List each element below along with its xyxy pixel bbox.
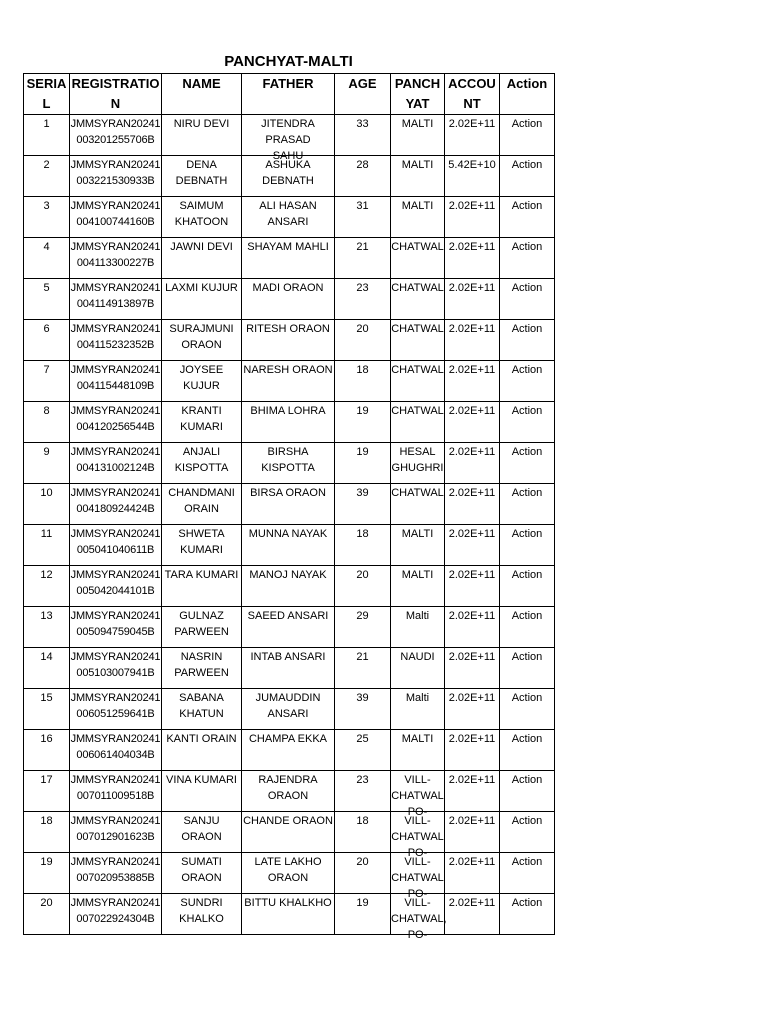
cell-name: TARA KUMARI bbox=[162, 566, 242, 607]
cell-account: 2.02E+11 bbox=[445, 894, 500, 935]
cell-serial: 11 bbox=[24, 525, 70, 566]
table-row bbox=[24, 525, 555, 566]
cell-action[interactable]: Action bbox=[500, 361, 555, 402]
cell-name: DENA DEBNATH bbox=[162, 156, 242, 197]
cell-age: 25 bbox=[335, 730, 391, 771]
header-father: FATHER bbox=[242, 74, 335, 115]
cell-serial: 8 bbox=[24, 402, 70, 443]
cell-action[interactable]: Action bbox=[500, 238, 555, 279]
cell-panchayat: Malti bbox=[391, 607, 445, 648]
cell-father: NARESH ORAON bbox=[242, 361, 335, 402]
cell-age: 21 bbox=[335, 648, 391, 689]
header-name: NAME bbox=[162, 74, 242, 115]
cell-father: INTAB ANSARI bbox=[242, 648, 335, 689]
table-row bbox=[24, 894, 555, 935]
cell-serial: 13 bbox=[24, 607, 70, 648]
table-row bbox=[24, 361, 555, 402]
cell-name: ANJALI KISPOTTA bbox=[162, 443, 242, 484]
cell-serial: 3 bbox=[24, 197, 70, 238]
cell-serial: 16 bbox=[24, 730, 70, 771]
cell-panchayat: CHATWAL bbox=[391, 320, 445, 361]
cell-father: MANOJ NAYAK bbox=[242, 566, 335, 607]
cell-registration: JMMSYRAN20241 007011009518B bbox=[70, 771, 162, 812]
cell-action[interactable]: Action bbox=[500, 812, 555, 853]
cell-name: SHWETA KUMARI bbox=[162, 525, 242, 566]
table-header-row bbox=[24, 74, 555, 115]
cell-panchayat: Malti bbox=[391, 689, 445, 730]
cell-age: 20 bbox=[335, 853, 391, 894]
cell-account: 2.02E+11 bbox=[445, 730, 500, 771]
cell-registration: JMMSYRAN20241 004114913897B bbox=[70, 279, 162, 320]
table-row bbox=[24, 730, 555, 771]
cell-registration: JMMSYRAN20241 006051259641B bbox=[70, 689, 162, 730]
cell-name: SANJU ORAON bbox=[162, 812, 242, 853]
cell-panchayat: HESAL GHUGHRI bbox=[391, 443, 445, 484]
cell-serial: 18 bbox=[24, 812, 70, 853]
cell-account: 2.02E+11 bbox=[445, 648, 500, 689]
cell-panchayat: MALTI bbox=[391, 566, 445, 607]
cell-panchayat: MALTI bbox=[391, 730, 445, 771]
cell-name: VINA KUMARI bbox=[162, 771, 242, 812]
cell-account: 2.02E+11 bbox=[445, 402, 500, 443]
cell-serial: 2 bbox=[24, 156, 70, 197]
cell-registration: JMMSYRAN20241 007022924304B bbox=[70, 894, 162, 935]
cell-registration: JMMSYRAN20241 005094759045B bbox=[70, 607, 162, 648]
cell-serial: 17 bbox=[24, 771, 70, 812]
cell-account: 2.02E+11 bbox=[445, 812, 500, 853]
cell-name: SURAJMUNI ORAON bbox=[162, 320, 242, 361]
cell-father: ALI HASAN ANSARI bbox=[242, 197, 335, 238]
cell-name: LAXMI KUJUR bbox=[162, 279, 242, 320]
cell-father: ASHUKA DEBNATH bbox=[242, 156, 335, 197]
cell-registration: JMMSYRAN20241 005103007941B bbox=[70, 648, 162, 689]
cell-name: SUNDRI KHALKO bbox=[162, 894, 242, 935]
cell-age: 39 bbox=[335, 484, 391, 525]
cell-action[interactable]: Action bbox=[500, 607, 555, 648]
cell-registration: JMMSYRAN20241 004113300227B bbox=[70, 238, 162, 279]
table-row bbox=[24, 238, 555, 279]
cell-account: 2.02E+11 bbox=[445, 689, 500, 730]
cell-age: 19 bbox=[335, 443, 391, 484]
cell-serial: 5 bbox=[24, 279, 70, 320]
cell-action[interactable]: Action bbox=[500, 730, 555, 771]
cell-father: JITENDRA PRASAD SAHU bbox=[242, 115, 335, 156]
cell-panchayat: MALTI bbox=[391, 197, 445, 238]
cell-action[interactable]: Action bbox=[500, 566, 555, 607]
cell-account: 2.02E+11 bbox=[445, 566, 500, 607]
beneficiary-table bbox=[23, 73, 555, 941]
cell-father: BITTU KHALKHO bbox=[242, 894, 335, 935]
cell-serial: 15 bbox=[24, 689, 70, 730]
cell-father: RAJENDRA ORAON bbox=[242, 771, 335, 812]
table-row bbox=[24, 607, 555, 648]
cell-age: 28 bbox=[335, 156, 391, 197]
table-row bbox=[24, 115, 555, 156]
cell-action[interactable]: Action bbox=[500, 279, 555, 320]
cell-registration: JMMSYRAN20241 007012901623B bbox=[70, 812, 162, 853]
cell-registration: JMMSYRAN20241 004115448109B bbox=[70, 361, 162, 402]
cell-action[interactable]: Action bbox=[500, 648, 555, 689]
cell-serial: 19 bbox=[24, 853, 70, 894]
cell-action[interactable]: Action bbox=[500, 115, 555, 156]
cell-account: 2.02E+11 bbox=[445, 853, 500, 894]
cell-panchayat: VILL- CHATWAL PO- bbox=[391, 853, 445, 894]
cell-name: NASRIN PARWEEN bbox=[162, 648, 242, 689]
cell-registration: JMMSYRAN20241 007020953885B bbox=[70, 853, 162, 894]
cell-panchayat: VILL- CHATWAL PO- bbox=[391, 771, 445, 812]
page-title: PANCHYAT-MALTI bbox=[224, 53, 353, 70]
cell-father: RITESH ORAON bbox=[242, 320, 335, 361]
cell-action[interactable]: Action bbox=[500, 525, 555, 566]
table-row bbox=[24, 402, 555, 443]
cell-panchayat: CHATWAL bbox=[391, 238, 445, 279]
cell-account: 2.02E+11 bbox=[445, 279, 500, 320]
cell-age: 39 bbox=[335, 689, 391, 730]
cell-action[interactable]: Action bbox=[500, 156, 555, 197]
cell-age: 20 bbox=[335, 566, 391, 607]
cell-account: 2.02E+11 bbox=[445, 484, 500, 525]
table-row bbox=[24, 484, 555, 525]
cell-panchayat: CHATWAL bbox=[391, 484, 445, 525]
table-row bbox=[24, 853, 555, 894]
cell-father: BHIMA LOHRA bbox=[242, 402, 335, 443]
cell-account: 2.02E+11 bbox=[445, 771, 500, 812]
cell-registration: JMMSYRAN20241 003201255706B bbox=[70, 115, 162, 156]
cell-age: 19 bbox=[335, 894, 391, 935]
cell-registration: JMMSYRAN20241 006061404034B bbox=[70, 730, 162, 771]
cell-age: 18 bbox=[335, 525, 391, 566]
table-row bbox=[24, 197, 555, 238]
cell-father: JUMAUDDIN ANSARI bbox=[242, 689, 335, 730]
cell-age: 23 bbox=[335, 771, 391, 812]
table-row bbox=[24, 320, 555, 361]
table-row bbox=[24, 443, 555, 484]
cell-name: CHANDMANI ORAIN bbox=[162, 484, 242, 525]
cell-panchayat: MALTI bbox=[391, 115, 445, 156]
cell-serial: 7 bbox=[24, 361, 70, 402]
table-row bbox=[24, 648, 555, 689]
cell-name: JAWNI DEVI bbox=[162, 238, 242, 279]
cell-panchayat: CHATWAL bbox=[391, 361, 445, 402]
cell-account: 2.02E+11 bbox=[445, 238, 500, 279]
cell-account: 2.02E+11 bbox=[445, 443, 500, 484]
cell-action[interactable]: Action bbox=[500, 771, 555, 812]
cell-panchayat: VILL- CHATWAL, PO- bbox=[391, 894, 445, 935]
header-serial: SERIA L bbox=[24, 74, 70, 115]
cell-name: SUMATI ORAON bbox=[162, 853, 242, 894]
header-registration: REGISTRATIO N bbox=[70, 74, 162, 115]
cell-name: GULNAZ PARWEEN bbox=[162, 607, 242, 648]
cell-action[interactable]: Action bbox=[500, 320, 555, 361]
cell-action[interactable]: Action bbox=[500, 894, 555, 935]
cell-registration: JMMSYRAN20241 004100744160B bbox=[70, 197, 162, 238]
table-row bbox=[24, 812, 555, 853]
cell-registration: JMMSYRAN20241 004131002124B bbox=[70, 443, 162, 484]
cell-serial: 20 bbox=[24, 894, 70, 935]
cell-age: 29 bbox=[335, 607, 391, 648]
cell-father: BIRSHA KISPOTTA bbox=[242, 443, 335, 484]
cell-name: KANTI ORAIN bbox=[162, 730, 242, 771]
cell-age: 18 bbox=[335, 361, 391, 402]
cell-father: BIRSA ORAON bbox=[242, 484, 335, 525]
cell-action[interactable]: Action bbox=[500, 197, 555, 238]
cell-name: SAIMUM KHATOON bbox=[162, 197, 242, 238]
cell-father: MADI ORAON bbox=[242, 279, 335, 320]
cell-serial: 4 bbox=[24, 238, 70, 279]
cell-registration: JMMSYRAN20241 004120256544B bbox=[70, 402, 162, 443]
cell-age: 20 bbox=[335, 320, 391, 361]
table-row bbox=[24, 566, 555, 607]
cell-age: 31 bbox=[335, 197, 391, 238]
cell-father: SAEED ANSARI bbox=[242, 607, 335, 648]
cell-serial: 9 bbox=[24, 443, 70, 484]
cell-account: 2.02E+11 bbox=[445, 320, 500, 361]
cell-age: 19 bbox=[335, 402, 391, 443]
cell-action[interactable]: Action bbox=[500, 853, 555, 894]
cell-panchayat: MALTI bbox=[391, 525, 445, 566]
cell-account: 2.02E+11 bbox=[445, 115, 500, 156]
header-age: AGE bbox=[335, 74, 391, 115]
cell-panchayat: NAUDI bbox=[391, 648, 445, 689]
cell-father: CHAMPA EKKA bbox=[242, 730, 335, 771]
table-row bbox=[24, 156, 555, 197]
header-action: Action bbox=[500, 74, 555, 115]
cell-action[interactable]: Action bbox=[500, 484, 555, 525]
cell-name: SABANA KHATUN bbox=[162, 689, 242, 730]
cell-panchayat: CHATWAL bbox=[391, 279, 445, 320]
cell-father: SHAYAM MAHLI bbox=[242, 238, 335, 279]
cell-father: LATE LAKHO ORAON bbox=[242, 853, 335, 894]
cell-account: 5.42E+10 bbox=[445, 156, 500, 197]
cell-registration: JMMSYRAN20241 003221530933B bbox=[70, 156, 162, 197]
cell-account: 2.02E+11 bbox=[445, 607, 500, 648]
cell-father: MUNNA NAYAK bbox=[242, 525, 335, 566]
cell-father: CHANDE ORAON bbox=[242, 812, 335, 853]
cell-serial: 10 bbox=[24, 484, 70, 525]
cell-action[interactable]: Action bbox=[500, 402, 555, 443]
cell-registration: JMMSYRAN20241 004180924424B bbox=[70, 484, 162, 525]
cell-action[interactable]: Action bbox=[500, 443, 555, 484]
cell-registration: JMMSYRAN20241 005041040611B bbox=[70, 525, 162, 566]
cell-serial: 12 bbox=[24, 566, 70, 607]
cell-panchayat: CHATWAL bbox=[391, 402, 445, 443]
cell-account: 2.02E+11 bbox=[445, 525, 500, 566]
cell-account: 2.02E+11 bbox=[445, 361, 500, 402]
header-panchayat: PANCH YAT bbox=[391, 74, 445, 115]
cell-serial: 14 bbox=[24, 648, 70, 689]
table-row bbox=[24, 279, 555, 320]
cell-serial: 6 bbox=[24, 320, 70, 361]
cell-registration: JMMSYRAN20241 005042044101B bbox=[70, 566, 162, 607]
cell-serial: 1 bbox=[24, 115, 70, 156]
cell-name: NIRU DEVI bbox=[162, 115, 242, 156]
cell-action[interactable]: Action bbox=[500, 689, 555, 730]
table-row bbox=[24, 689, 555, 730]
cell-name: JOYSEE KUJUR bbox=[162, 361, 242, 402]
cell-panchayat: VILL- CHATWAL PO- bbox=[391, 812, 445, 853]
cell-age: 33 bbox=[335, 115, 391, 156]
table-row bbox=[24, 771, 555, 812]
header-account: ACCOU NT bbox=[445, 74, 500, 115]
cell-panchayat: MALTI bbox=[391, 156, 445, 197]
cell-registration: JMMSYRAN20241 004115232352B bbox=[70, 320, 162, 361]
cell-account: 2.02E+11 bbox=[445, 197, 500, 238]
cell-age: 21 bbox=[335, 238, 391, 279]
cell-age: 23 bbox=[335, 279, 391, 320]
cell-name: KRANTI KUMARI bbox=[162, 402, 242, 443]
cell-age: 18 bbox=[335, 812, 391, 853]
